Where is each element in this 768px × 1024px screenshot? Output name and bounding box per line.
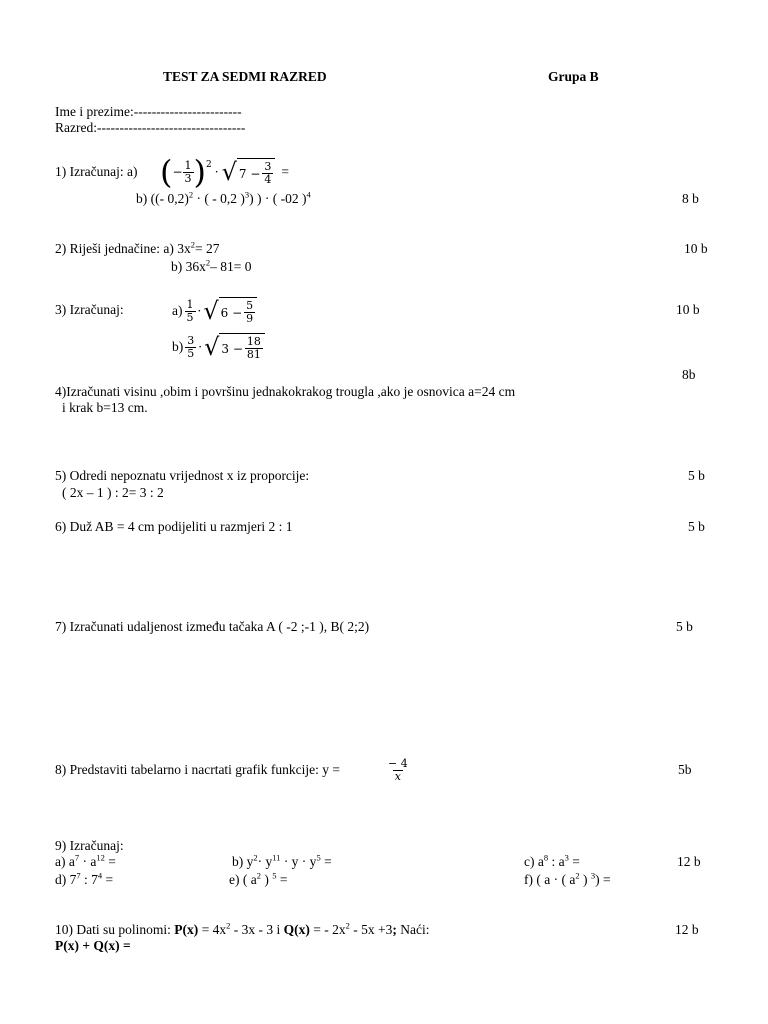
q3-label: 3) Izračunaj:	[55, 302, 124, 317]
q2-points: 10 b	[684, 241, 708, 256]
q8-fraction: $\frac{- 4}{x}$	[388, 756, 408, 783]
q4-line2: i krak b=13 cm.	[62, 400, 148, 415]
class-line: Razred:---------------------------------	[55, 120, 246, 135]
q7-points: 5 b	[676, 619, 693, 634]
q10-line1: 10) Dati su polinomi: $P(x) = 4x^2 - 3x - 3$ i Q(x) = - $2x^2 - 5x +3$; Naći:	[55, 920, 430, 937]
q3b-expression: b) $\frac{3}{5}$ · √ 3 − $\frac{18}{81}$	[172, 330, 265, 364]
q1a-expression: ( − $\frac{1}{3}$ ) 2 · √ 7 − $\frac{3}{4}$ =	[160, 153, 290, 191]
q7-line1: 7) Izračunati udaljenost između tačaka A ( -2 ;-1 ), B( 2;2)	[55, 619, 370, 634]
q1b-expression: b) ((- 0,2)$^2$ · ( - 0,2 )$^3$) ) · ( -02 )$^4$	[136, 189, 311, 206]
q9-points: 12 b	[677, 854, 701, 869]
q9f: f) ( a · ( $a^2$ ) $^3$) =	[524, 870, 611, 887]
q2a: 2) Riješi jednačine: a) $3x^2= 27$	[55, 239, 220, 256]
fraction: $\frac{1}{3}$	[184, 158, 192, 185]
q3-points: 10 b	[676, 302, 700, 317]
q4-points: 8b	[682, 367, 696, 382]
q1-label: 1) Izračunaj: a)	[55, 164, 138, 179]
q2b: b) $36x^2-$ 81= 0	[171, 257, 252, 274]
q10-sum: P(x) + Q(x) =	[55, 938, 131, 953]
q9d: d) $7^7$ : $7^4$ =	[55, 870, 114, 887]
q1-points: 8 b	[682, 191, 699, 206]
q5-line2: ( 2x – 1 ) : 2= 3 : 2	[62, 485, 164, 500]
q6-line1: 6) Duž AB = 4 cm podijeliti u razmjeri 2 : 1	[55, 519, 293, 534]
q6-points: 5 b	[688, 519, 705, 534]
q5-line1: 5) Odredi nepoznatu vrijednost x iz proporcije:	[55, 468, 310, 483]
q5-points: 5 b	[688, 468, 705, 483]
q9e: e) ( $a^2$ ) $^5$ =	[229, 870, 288, 887]
q9-label: 9) Izračunaj:	[55, 838, 124, 853]
q9c: c) $a^8$ : $a^3$ =	[524, 852, 580, 869]
q4-line1: 4)Izračunati visinu ,obim i površinu jednakokrakog trougla ,ako je osnovica a=24 cm	[55, 384, 516, 399]
right-paren: )	[193, 153, 207, 191]
group-label: Grupa B	[548, 69, 599, 84]
q10-points: 12 b	[675, 922, 699, 937]
q3a-expression: a) $\frac{1}{5}$ · √ 6 − $\frac{5}{9}$	[172, 294, 257, 328]
square-root: √ 7 − $\frac{3}{4}$	[222, 158, 276, 186]
q8-points: 5b	[678, 762, 692, 777]
q9a: a) $a^7 \cdot a^{12}$ =	[55, 852, 116, 869]
q8-line1: 8) Predstaviti tabelarno i nacrtati grafik funkcije: y =	[55, 762, 341, 777]
name-line: Ime i prezime:------------------------	[55, 104, 242, 119]
q9b: b) $y^2\cdot y^{11} \cdot y \cdot y^5$ =	[232, 852, 332, 869]
test-title: TEST ZA SEDMI RAZRED	[163, 69, 327, 84]
left-paren: (	[160, 153, 173, 191]
